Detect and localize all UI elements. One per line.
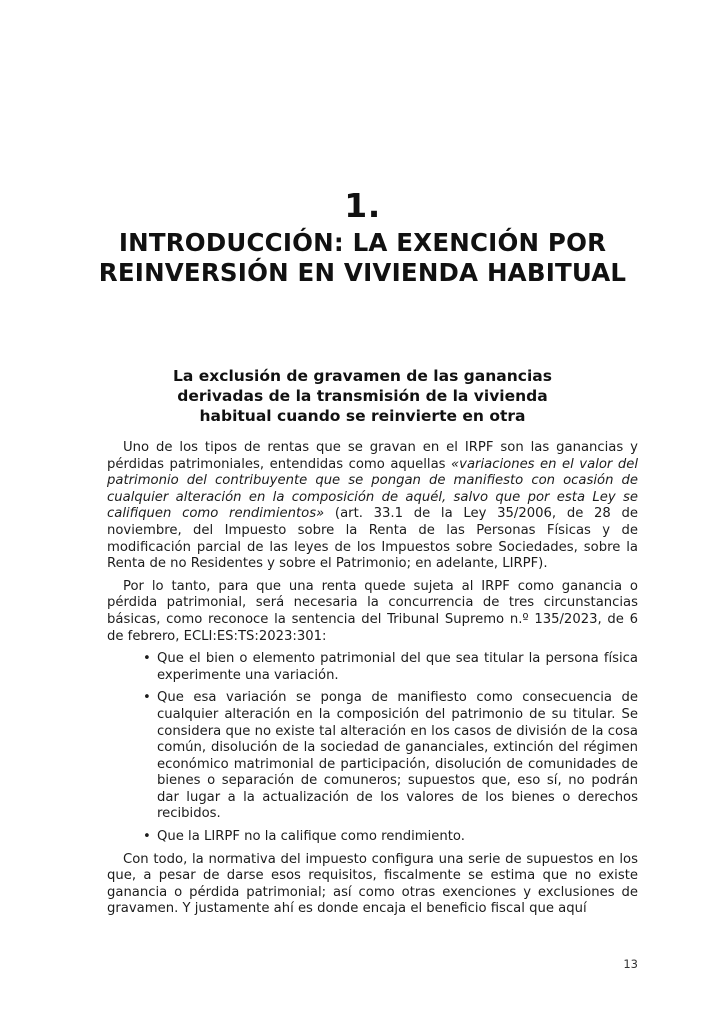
section-heading-line: derivadas de la transmisión de la vivienda bbox=[177, 387, 548, 405]
chapter-number: 1. bbox=[344, 186, 381, 225]
section-heading-line: habitual cuando se reinvierte en otra bbox=[199, 407, 526, 425]
list-item bbox=[143, 829, 638, 846]
bullet-list bbox=[107, 651, 638, 846]
paragraph-text: (art. 33.1 de la Ley 35/2006, de 28 de noviembre, del Impuesto sobre la Renta de las Personas Físicas y de modificación parcial de las leyes de los Impuestos sobre Sociedades, sobre la Renta de no Residentes y sobre el Patrimonio; en adelante, LIRPF). bbox=[107, 506, 638, 572]
list-item-text: Que esa variación se ponga de manifiesto como consecuencia de cualquier alteración en la composición del patrimonio de su titular. Se considera que no existe tal alteración en los casos de división de la cosa común, disolución de la sociedad de gananciales, extinción del régimen económico matrimonial de participación, disolución de comunidades de bienes o separación de comuneros; supuestos que, eso sí, no podrán dar lugar a la actualización de los valores de los bienes o derechos recibidos. bbox=[157, 690, 638, 822]
chapter-title-line: INTRODUCCIÓN: LA EXENCIÓN POR bbox=[118, 228, 607, 257]
paragraph bbox=[107, 440, 638, 573]
bullet-icon: • bbox=[143, 829, 151, 845]
paragraph: Por lo tanto, para que una renta quede sujeta al IRPF como ganancia o pérdida patrimonial, será necesaria la concurrencia de tres circunstancias básicas, como reconoce la sentencia del Tribunal Supremo n.º 135/2023, de 6 de febrero, ECLI:ES:TS:2023:301: bbox=[107, 578, 638, 644]
page-number: 13 bbox=[623, 957, 638, 971]
list-item bbox=[143, 651, 638, 684]
list-item-text: Que el bien o elemento patrimonial del que sea titular la persona física experimente una variación. bbox=[157, 651, 638, 683]
bullet-icon: • bbox=[143, 651, 151, 667]
paragraph: Con todo, la normativa del impuesto configura una serie de supuestos en los que, a pesar de darse esos requisitos, fiscalmente se estima que no existe ganancia o pérdida patrimonial; así como otras exenciones y exclusiones de gravamen. Y justamente ahí es donde encaja el beneficio fiscal que aquí bbox=[107, 851, 638, 917]
paragraph-text: Uno de los tipos de rentas que se gravan en el IRPF son las ganancias y pérdidas patrimoniales, entendidas como aquellas bbox=[107, 440, 638, 472]
list-item-text: Que la LIRPF no la califique como rendimiento. bbox=[157, 829, 465, 845]
legal-quote: «variaciones en el valor del patrimonio del contribuyente que se pongan de manifiesto con ocasión de cualquier alteración en la composición de aquél, salvo que por esta Ley se califiquen como rendimientos» bbox=[107, 456, 638, 522]
chapter-title-line: REINVERSIÓN EN VIVIENDA HABITUAL bbox=[98, 258, 627, 287]
body-text bbox=[107, 440, 638, 924]
list-item bbox=[143, 690, 638, 823]
bullet-icon: • bbox=[143, 690, 151, 706]
section-heading bbox=[120, 366, 605, 426]
chapter-title bbox=[60, 228, 665, 288]
section-heading-line: La exclusión de gravamen de las ganancias bbox=[173, 367, 552, 385]
